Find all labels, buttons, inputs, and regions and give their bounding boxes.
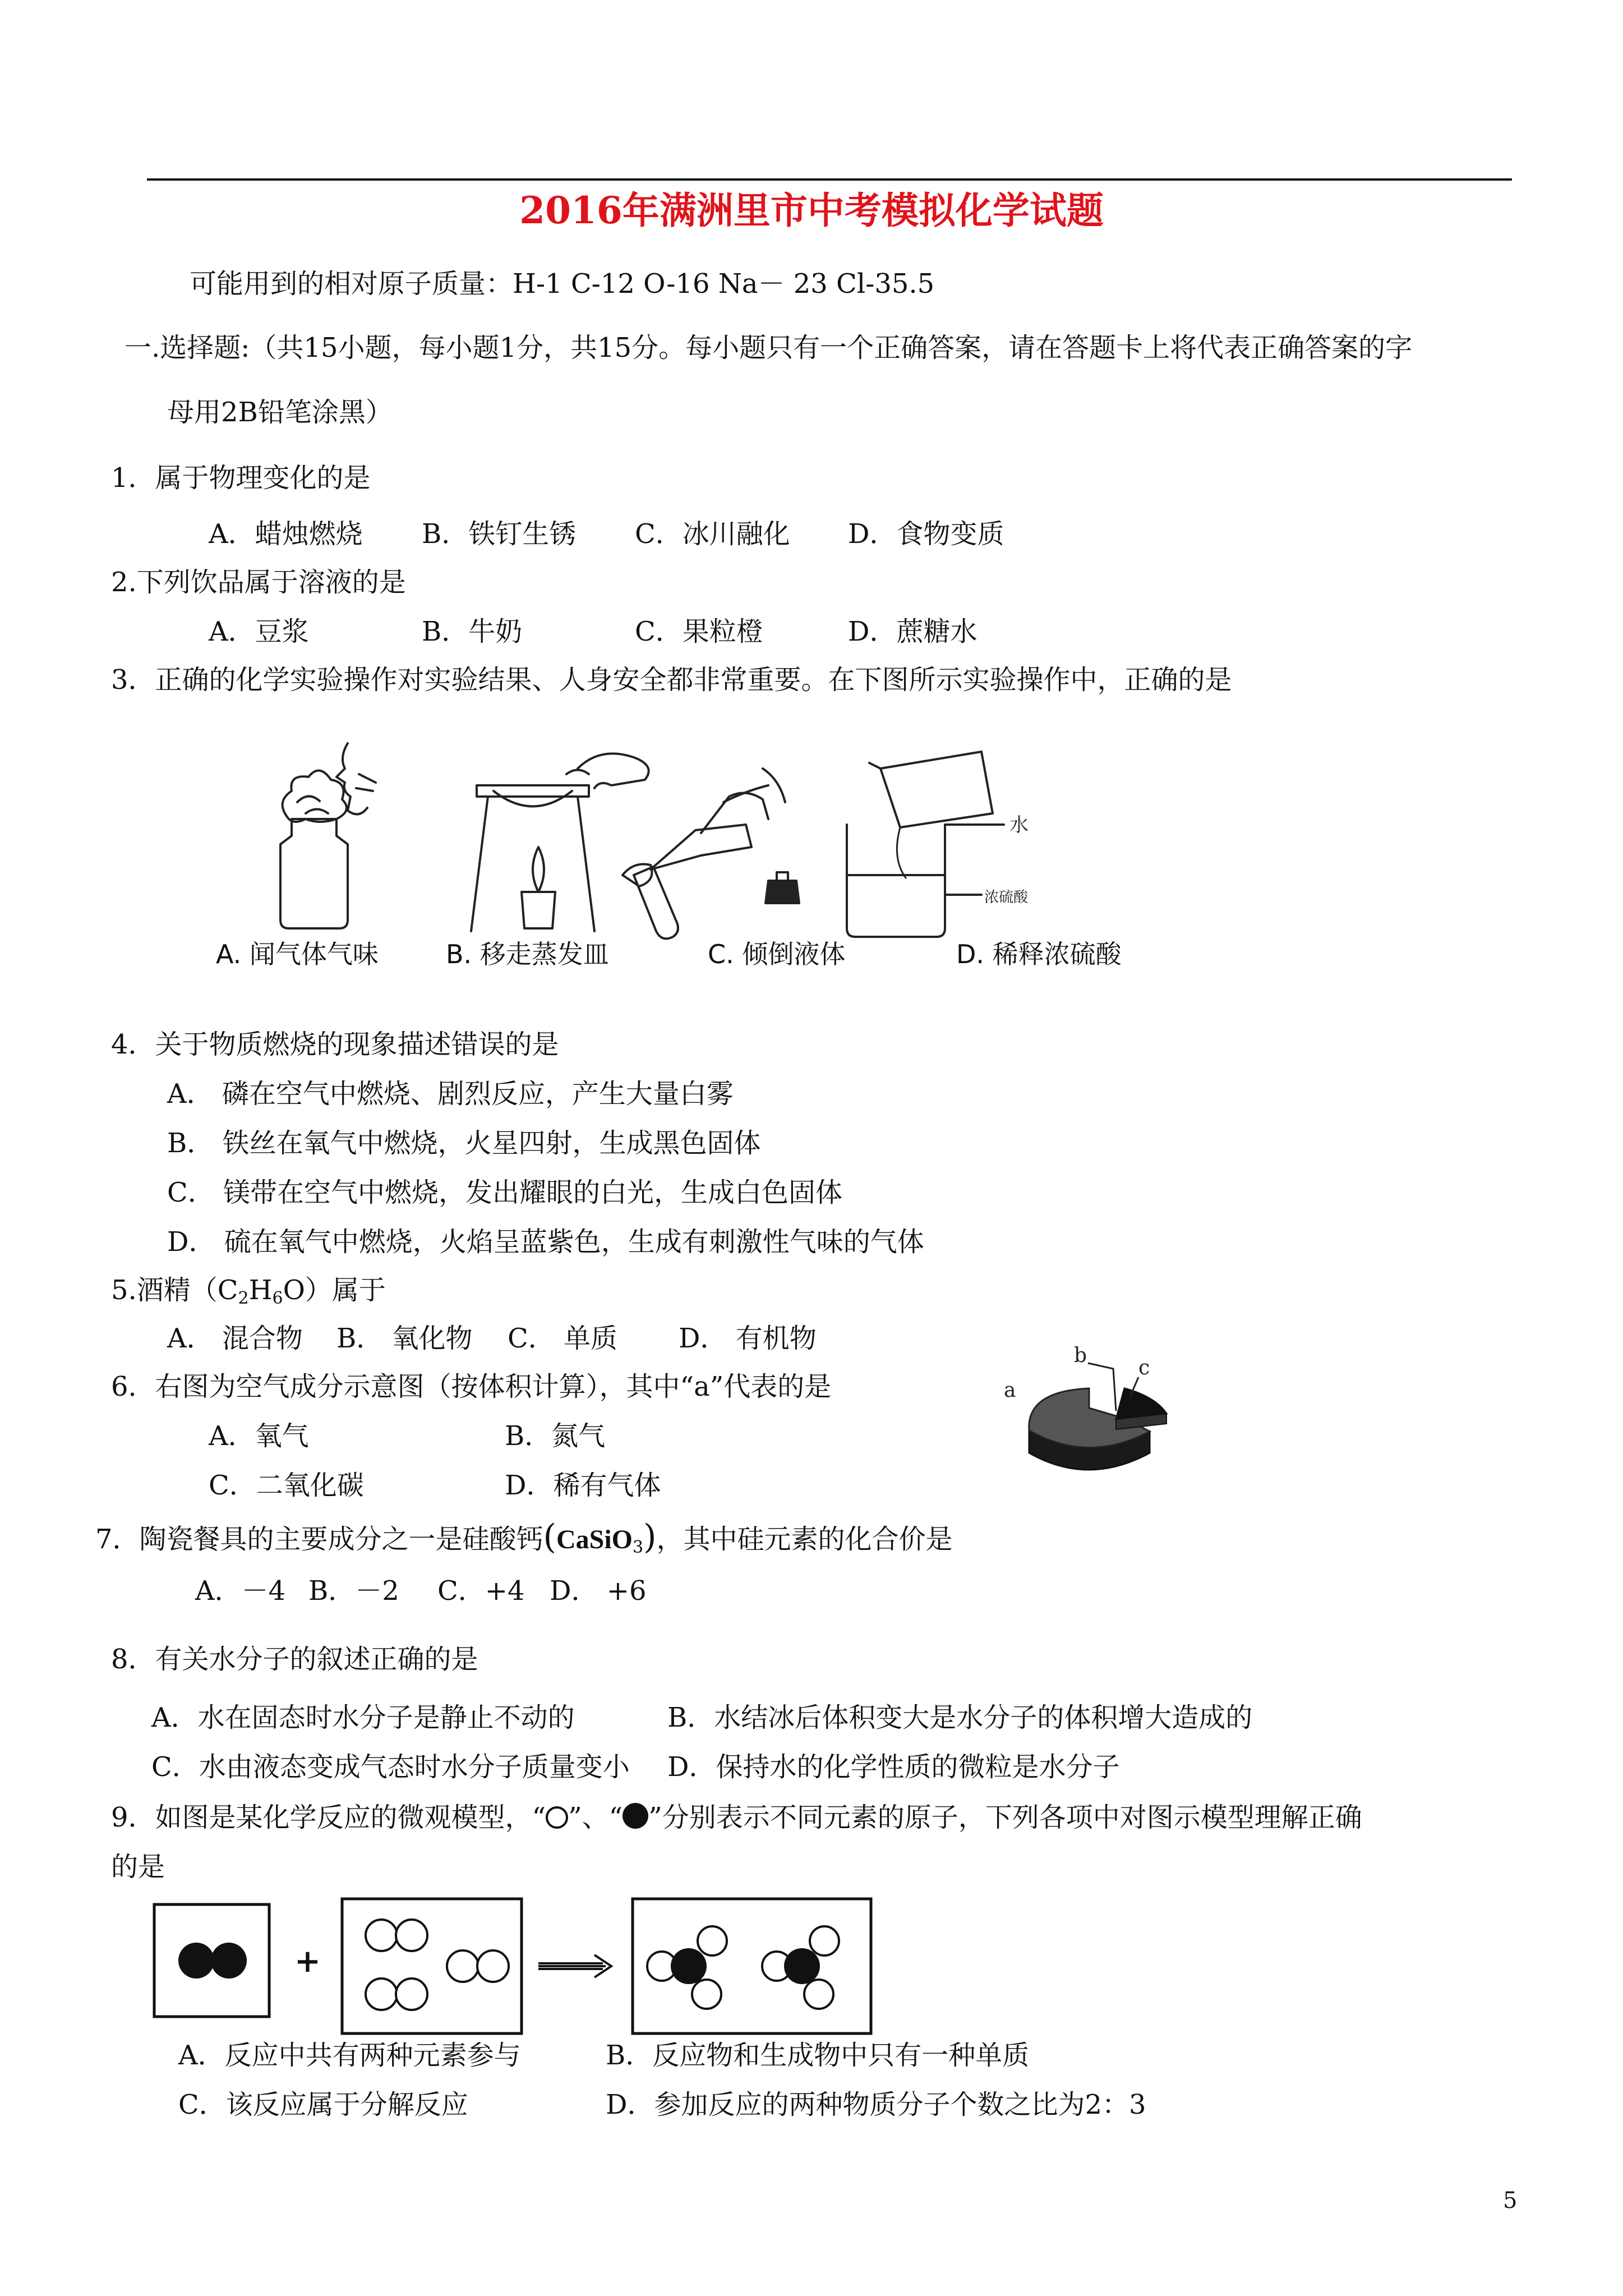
label-water: 水 <box>1009 814 1029 836</box>
q8-stem: 8．有关水分子的叙述正确的是 <box>111 1644 478 1675</box>
q8-option-c[interactable]: C．水由液态变成气态时水分子质量变小 <box>151 1751 630 1783</box>
q2-option-a[interactable]: A．豆浆 <box>209 616 309 647</box>
q2-option-b[interactable]: B．牛奶 <box>422 616 523 647</box>
dilute-acid-drawing <box>847 752 1004 937</box>
q6-option-a[interactable]: A．氧气 <box>209 1420 309 1452</box>
q2-option-c[interactable]: C．果粒橙 <box>635 616 763 647</box>
q7-option-b[interactable]: B．－2 <box>308 1575 399 1607</box>
q3-stem: 3．正确的化学实验操作对实验结果、人身安全都非常重要。在下图所示实验操作中，正确的是 <box>111 664 1232 696</box>
evaporating-dish-drawing <box>471 753 649 931</box>
q5-option-a[interactable]: A． 混合物 <box>167 1323 303 1354</box>
q4-option-a[interactable]: A． 磷在空气中燃烧、剧烈反应，产生大量白雾 <box>167 1078 734 1110</box>
q4-option-c[interactable]: C． 镁带在空气中燃烧，发出耀眼的白光，生成白色固体 <box>167 1177 842 1208</box>
q9-option-c[interactable]: C．该反应属于分解反应 <box>178 2089 468 2120</box>
q1-option-a[interactable]: A．蜡烛燃烧 <box>209 518 363 550</box>
q7-option-a[interactable]: A．－4 <box>195 1575 286 1607</box>
q3-caption-c: C. 倾倒液体 <box>708 939 846 969</box>
q4-option-d[interactable]: D． 硫在氧气中燃烧，火焰呈蓝紫色，生成有刺激性气味的气体 <box>167 1226 924 1258</box>
q8-option-d[interactable]: D．保持水的化学性质的微粒是水分子 <box>667 1751 1120 1783</box>
atomic-masses: 可能用到的相对原子质量：H-1 C-12 O-16 Na－ 23 Cl-35.5 <box>190 268 935 300</box>
q6-stem: 6．右图为空气成分示意图（按体积计算），其中“a”代表的是 <box>111 1371 832 1402</box>
header-rule <box>147 178 1512 181</box>
q3-caption-d: D. 稀释浓硫酸 <box>956 939 1122 969</box>
pie-label-a: a <box>1004 1379 1016 1402</box>
q5-option-d[interactable]: D． 有机物 <box>679 1323 817 1354</box>
air-composition-pie <box>1004 1335 1189 1503</box>
q9-reaction-diagram <box>151 1896 875 2042</box>
pouring-liquid-drawing <box>623 769 799 938</box>
q1-option-b[interactable]: B．铁钉生锈 <box>422 518 577 550</box>
q6-option-c[interactable]: C．二氧化碳 <box>209 1470 364 1501</box>
section-instructions-line2: 母用2B铅笔涂黑） <box>167 397 393 428</box>
q7-option-c[interactable]: C．+4 <box>437 1575 525 1607</box>
pie-label-b: b <box>1074 1344 1087 1367</box>
q6-option-d[interactable]: D．稀有气体 <box>505 1470 661 1501</box>
q1-stem: 1．属于物理变化的是 <box>111 462 371 494</box>
q5-option-c[interactable]: C． 单质 <box>508 1323 617 1354</box>
section-instructions-line1: 一.选择题:（共15小题，每小题1分，共15分。每小题只有一个正确答案，请在答题卡上将代表正确答案的字 <box>125 332 1413 364</box>
smell-gas-drawing <box>280 743 376 928</box>
q9-option-a[interactable]: A．反应中共有两种元素参与 <box>178 2040 521 2071</box>
q6-option-b[interactable]: B．氮气 <box>505 1420 606 1452</box>
q4-option-b[interactable]: B． 铁丝在氧气中燃烧，火星四射，生成黑色固体 <box>167 1128 761 1159</box>
q9-stem-line1: 9．如图是某化学反应的微观模型，“ ”、“ ”分别表示不同元素的原子，下列各项中对图示模型理解正确 <box>111 1802 1362 1833</box>
q5-stem: 5.酒精$(C_2H_6O)$属于 <box>111 1274 386 1308</box>
q9-stem-line2: 的是 <box>111 1851 165 1883</box>
q8-option-b[interactable]: B．水结冰后体积变大是水分子的体积增大造成的 <box>667 1702 1253 1733</box>
label-acid: 浓硫酸 <box>984 889 1029 906</box>
q7-option-d[interactable]: D． +6 <box>550 1575 647 1607</box>
q2-stem: 2.下列饮品属于溶液的是 <box>111 567 406 598</box>
page-number: 5 <box>1503 2188 1518 2214</box>
q8-option-a[interactable]: A．水在固态时水分子是静止不动的 <box>151 1702 575 1733</box>
pie-label-c: c <box>1138 1356 1150 1379</box>
q9-option-b[interactable]: B．反应物和生成物中只有一种单质 <box>606 2040 1030 2071</box>
plus-sign: + <box>294 1943 321 1980</box>
q1-option-c[interactable]: C．冰川融化 <box>635 518 790 550</box>
black-atom-icon <box>623 1803 648 1829</box>
q4-stem: 4．关于物质燃烧的现象描述错误的是 <box>111 1029 559 1060</box>
q5-option-b[interactable]: B． 氧化物 <box>336 1323 473 1354</box>
q7-stem: 7．陶瓷餐具的主要成分之一是硅酸钙(CaSiO$_3$)，其中硅元素的化合价是 <box>95 1517 953 1557</box>
q1-option-d[interactable]: D．食物变质 <box>848 518 1004 550</box>
q9-option-d[interactable]: D．参加反应的两种物质分子个数之比为2：3 <box>606 2089 1146 2120</box>
q3-caption-a: A. 闻气体气味 <box>216 939 379 969</box>
page-title: 2016年满洲里市中考模拟化学试题 <box>519 188 1104 232</box>
q2-option-d[interactable]: D．蔗糖水 <box>848 616 978 647</box>
white-atom-icon <box>546 1806 568 1829</box>
q3-caption-b: B. 移走蒸发皿 <box>446 939 609 969</box>
